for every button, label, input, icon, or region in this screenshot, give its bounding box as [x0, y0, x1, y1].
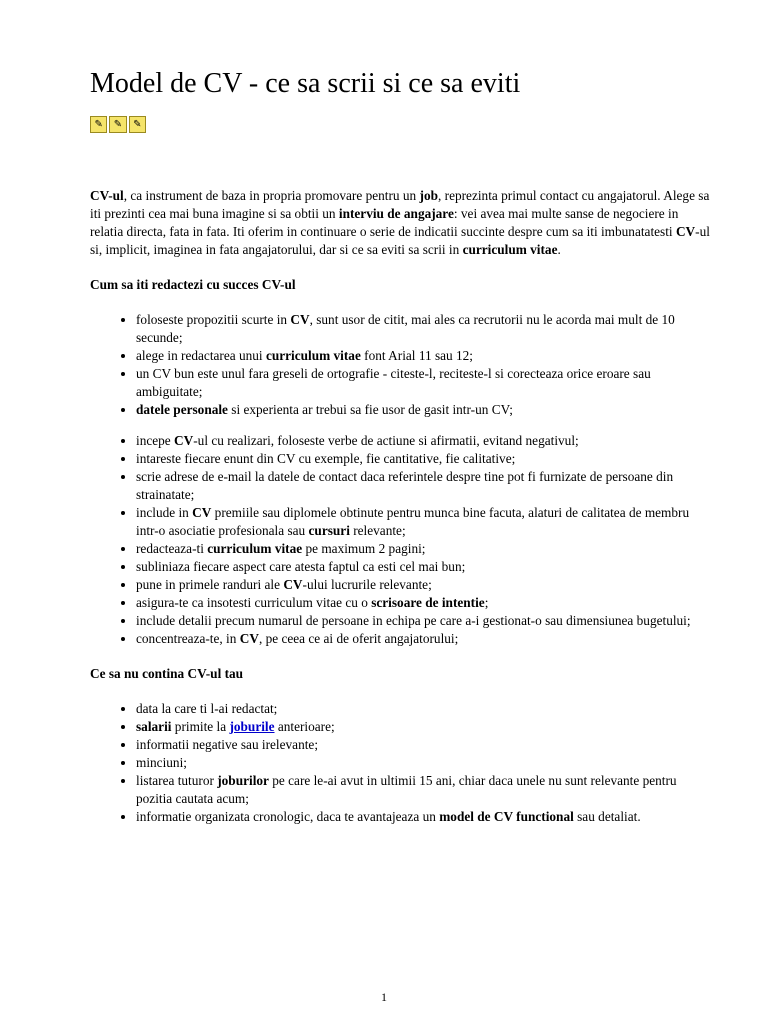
text-run: , pe ceea ce ai de oferit angajatorului; [258, 631, 459, 646]
bold-term: curriculum vitae [462, 242, 558, 257]
bold-term: CV [239, 631, 259, 646]
text-run: minciuni; [136, 755, 187, 770]
bold-term: scrisoare de intentie [371, 595, 485, 610]
pencil-badge-icon: ✎ [109, 116, 126, 133]
intro-paragraph [90, 187, 710, 259]
list-item [136, 540, 710, 558]
bold-term: cursuri [308, 523, 350, 538]
text-run: data la care ti l-ai redactat; [136, 701, 278, 716]
pencil-badge-icon: ✎ [129, 116, 146, 133]
bold-term: interviu de angajare [338, 206, 454, 221]
bold-term: CV [675, 224, 696, 239]
section-heading-how-to: Cum sa iti redactezi cu succes CV-ul [90, 277, 296, 292]
bold-term: CV [174, 433, 194, 448]
list-item [136, 432, 710, 450]
list-item [136, 700, 710, 718]
text-run: font Arial 11 sau 12; [360, 348, 473, 363]
bold-term: curriculum vitae [207, 541, 303, 556]
text-run: -ului lucrurile relevante; [302, 577, 432, 592]
list-item [136, 718, 710, 736]
list-item [136, 401, 710, 419]
text-run: : vei avea mai multe sanse de negociere in relatia directa, fata in fata. Iti oferim in continuare o serie de indicatii succinte despre cum sa iti imbunatatesti [90, 206, 679, 239]
text-run: listarea tuturor [136, 773, 218, 788]
text-run: primite la [171, 719, 230, 734]
text-run: concentreaza-te, in [136, 631, 240, 646]
text-run: sau detaliat. [573, 809, 641, 824]
bold-term: CV [290, 312, 310, 327]
page-number: 1 [381, 990, 387, 1004]
text-run: premiile sau diplomele obtinute pentru munca bine facuta, alaturi de calitatea de membru intr-o asociatie profesionala sau [136, 505, 690, 538]
pencil-badge-icon: ✎ [90, 116, 107, 133]
tips-list-a [90, 311, 710, 419]
list-item [136, 630, 710, 648]
text-run: informatii negative sau irelevante; [136, 737, 319, 752]
list-item [136, 594, 710, 612]
text-run: relevante; [349, 523, 406, 538]
bold-term: CV [283, 577, 303, 592]
list-item [136, 576, 710, 594]
list-item [136, 468, 710, 504]
list-item [136, 347, 710, 365]
article-body [90, 187, 710, 826]
text-run: alege in redactarea unui [136, 348, 266, 363]
list-item [136, 504, 710, 540]
text-run: anterioare; [274, 719, 335, 734]
list-item [136, 311, 710, 347]
text-run: redacteaza-ti [136, 541, 208, 556]
bold-term: joburilor [217, 773, 269, 788]
text-run: asigura-te ca insotesti curriculum vitae cu o [136, 595, 372, 610]
bold-term: salarii [136, 719, 172, 734]
text-run: scrie adrese de e-mail la datele de contact daca referintele despre tine pot fi furnizate de persoane din strainatate; [136, 469, 674, 502]
page-title: Model de CV - ce sa scrii si ce sa eviti [90, 68, 521, 99]
list-item [136, 736, 710, 754]
bold-term: job [419, 188, 438, 203]
text-run: foloseste propozitii scurte in [136, 312, 291, 327]
tips-list-b [90, 432, 710, 648]
bold-term: CV-ul [90, 188, 124, 203]
text-run: ; [484, 595, 489, 610]
text-run: , sunt usor de citit, mai ales ca recrutorii nu le acorda mai mult de 10 secunde; [136, 312, 675, 345]
avoid-list [90, 700, 710, 826]
text-run: , reprezinta primul contact cu angajatorul. Alege sa iti prezinti cea mai buna imagine si sa obtii un [90, 188, 710, 221]
list-item [136, 450, 710, 468]
text-run: pune in primele randuri ale [136, 577, 284, 592]
jobs-link[interactable]: joburile [229, 719, 275, 734]
text-run: informatie organizata cronologic, daca te avantajeaza un [136, 809, 440, 824]
text-run: -ul si, implicit, imaginea in fata angajatorului, dar si ce sa eviti sa scrii in [90, 224, 710, 257]
text-run: . [557, 242, 561, 257]
text-run: intareste fiecare enunt din CV cu exemple, fie cantitative, fie calitative; [136, 451, 516, 466]
rating-badges [90, 116, 146, 133]
bold-term: model de CV functional [439, 809, 574, 824]
text-run: -ul cu realizari, foloseste verbe de actiune si afirmatii, evitand negativul; [193, 433, 579, 448]
list-item [136, 772, 710, 808]
list-item [136, 365, 710, 401]
text-run: include in [136, 505, 193, 520]
bold-term: datele personale [136, 402, 228, 417]
list-item [136, 754, 710, 772]
list-item [136, 558, 710, 576]
list-item [136, 612, 710, 630]
text-run: include detalii precum numarul de persoane in echipa pe care a-i gestionat-o sau dimensiunea bugetului; [136, 613, 691, 628]
text-run: subliniaza fiecare aspect care atesta faptul ca esti cel mai bun; [136, 559, 466, 574]
text-run: incepe [136, 433, 175, 448]
bold-term: CV [192, 505, 212, 520]
section-heading-avoid: Ce sa nu contina CV-ul tau [90, 666, 244, 681]
list-item [136, 808, 710, 826]
text-run: si experienta ar trebui sa fie usor de gasit intr-un CV; [227, 402, 513, 417]
text-run: pe maximum 2 pagini; [302, 541, 426, 556]
bold-term: curriculum vitae [265, 348, 361, 363]
text-run: un CV bun este unul fara greseli de ortografie - citeste-l, reciteste-l si corecteaza orice eroare sau ambiguitate; [136, 366, 651, 399]
text-run: , ca instrument de baza in propria promovare pentru un [123, 188, 420, 203]
text-run: pe care le-ai avut in ultimii 15 ani, chiar daca unele nu sunt relevante pentru pozitia cautata acum; [136, 773, 677, 806]
